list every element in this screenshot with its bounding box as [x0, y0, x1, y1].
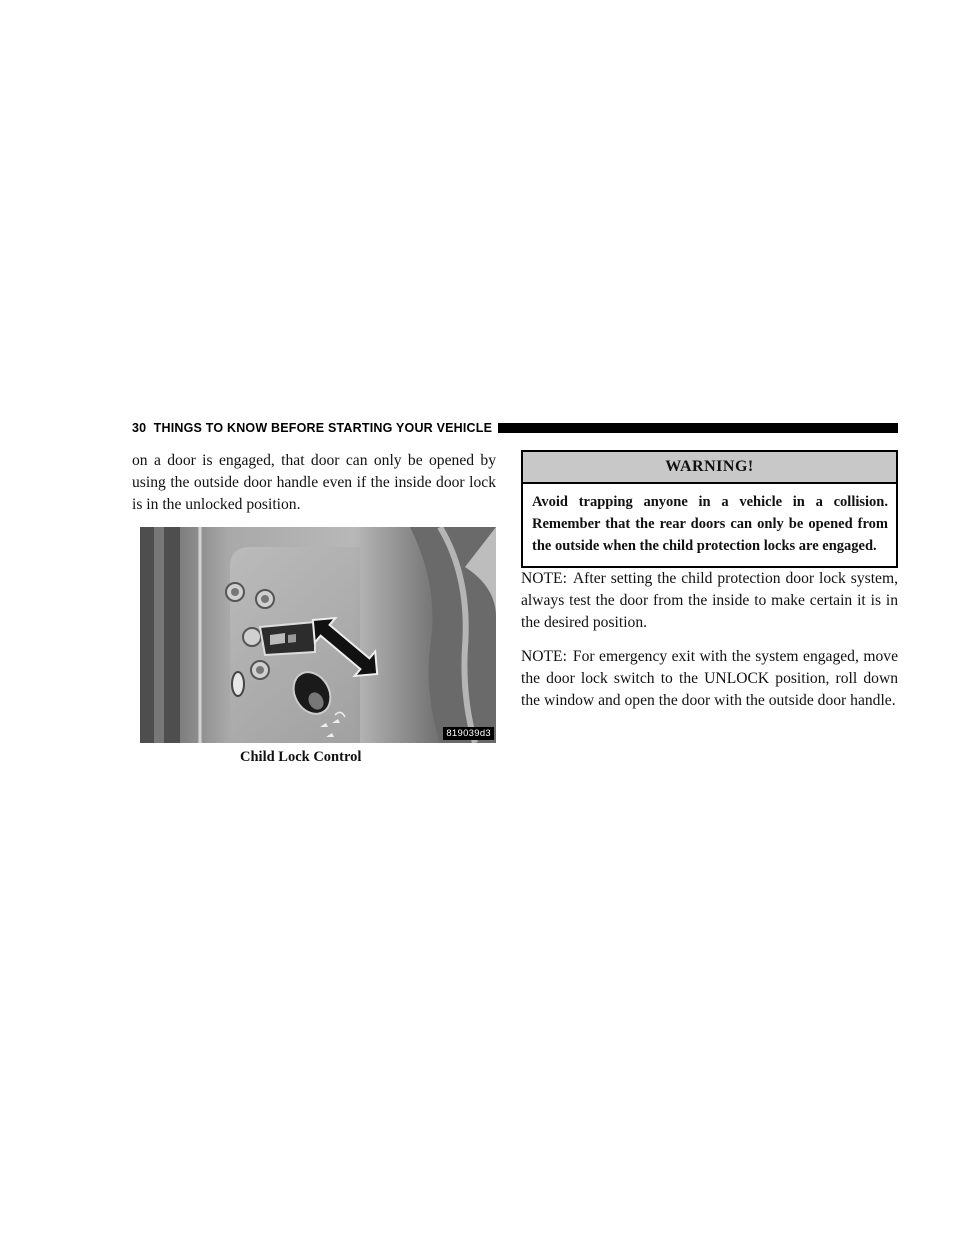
note-text: For emergency exit with the system engaged, move the door lock switch to the UNLOCK position, roll down the window and open the door with the outside door handle. [521, 648, 898, 709]
page-header-text [132, 421, 492, 435]
note-label: NOTE: [521, 648, 567, 665]
right-column [521, 450, 898, 712]
page-header [132, 419, 898, 437]
body-paragraph: on a door is engaged, that door can only be opened by using the outside door handle even if the inside door lock is in the unlocked position. [132, 452, 496, 513]
warning-text: Avoid trapping anyone in a vehicle in a collision. Remember that the rear doors can only be opened from the outside when the child protection locks are engaged. [532, 494, 888, 554]
warning-box [521, 450, 898, 568]
warning-title: WARNING! [523, 452, 896, 484]
page-number: 30 [132, 421, 147, 435]
note-label: NOTE: [521, 570, 567, 587]
section-title: THINGS TO KNOW BEFORE STARTING YOUR VEHICLE [153, 421, 493, 435]
figure-code: 819039d3 [443, 727, 494, 740]
note-paragraph [521, 646, 898, 712]
left-column [132, 450, 496, 766]
door-lock-drawing [140, 527, 496, 743]
child-lock-illustration [140, 527, 496, 743]
header-rule [498, 423, 898, 433]
note-paragraph [521, 568, 898, 634]
note-text: After setting the child protection door lock system, always test the door from the inside to make certain it is in the desired position. [521, 570, 898, 631]
figure-caption: Child Lock Control [240, 749, 362, 765]
